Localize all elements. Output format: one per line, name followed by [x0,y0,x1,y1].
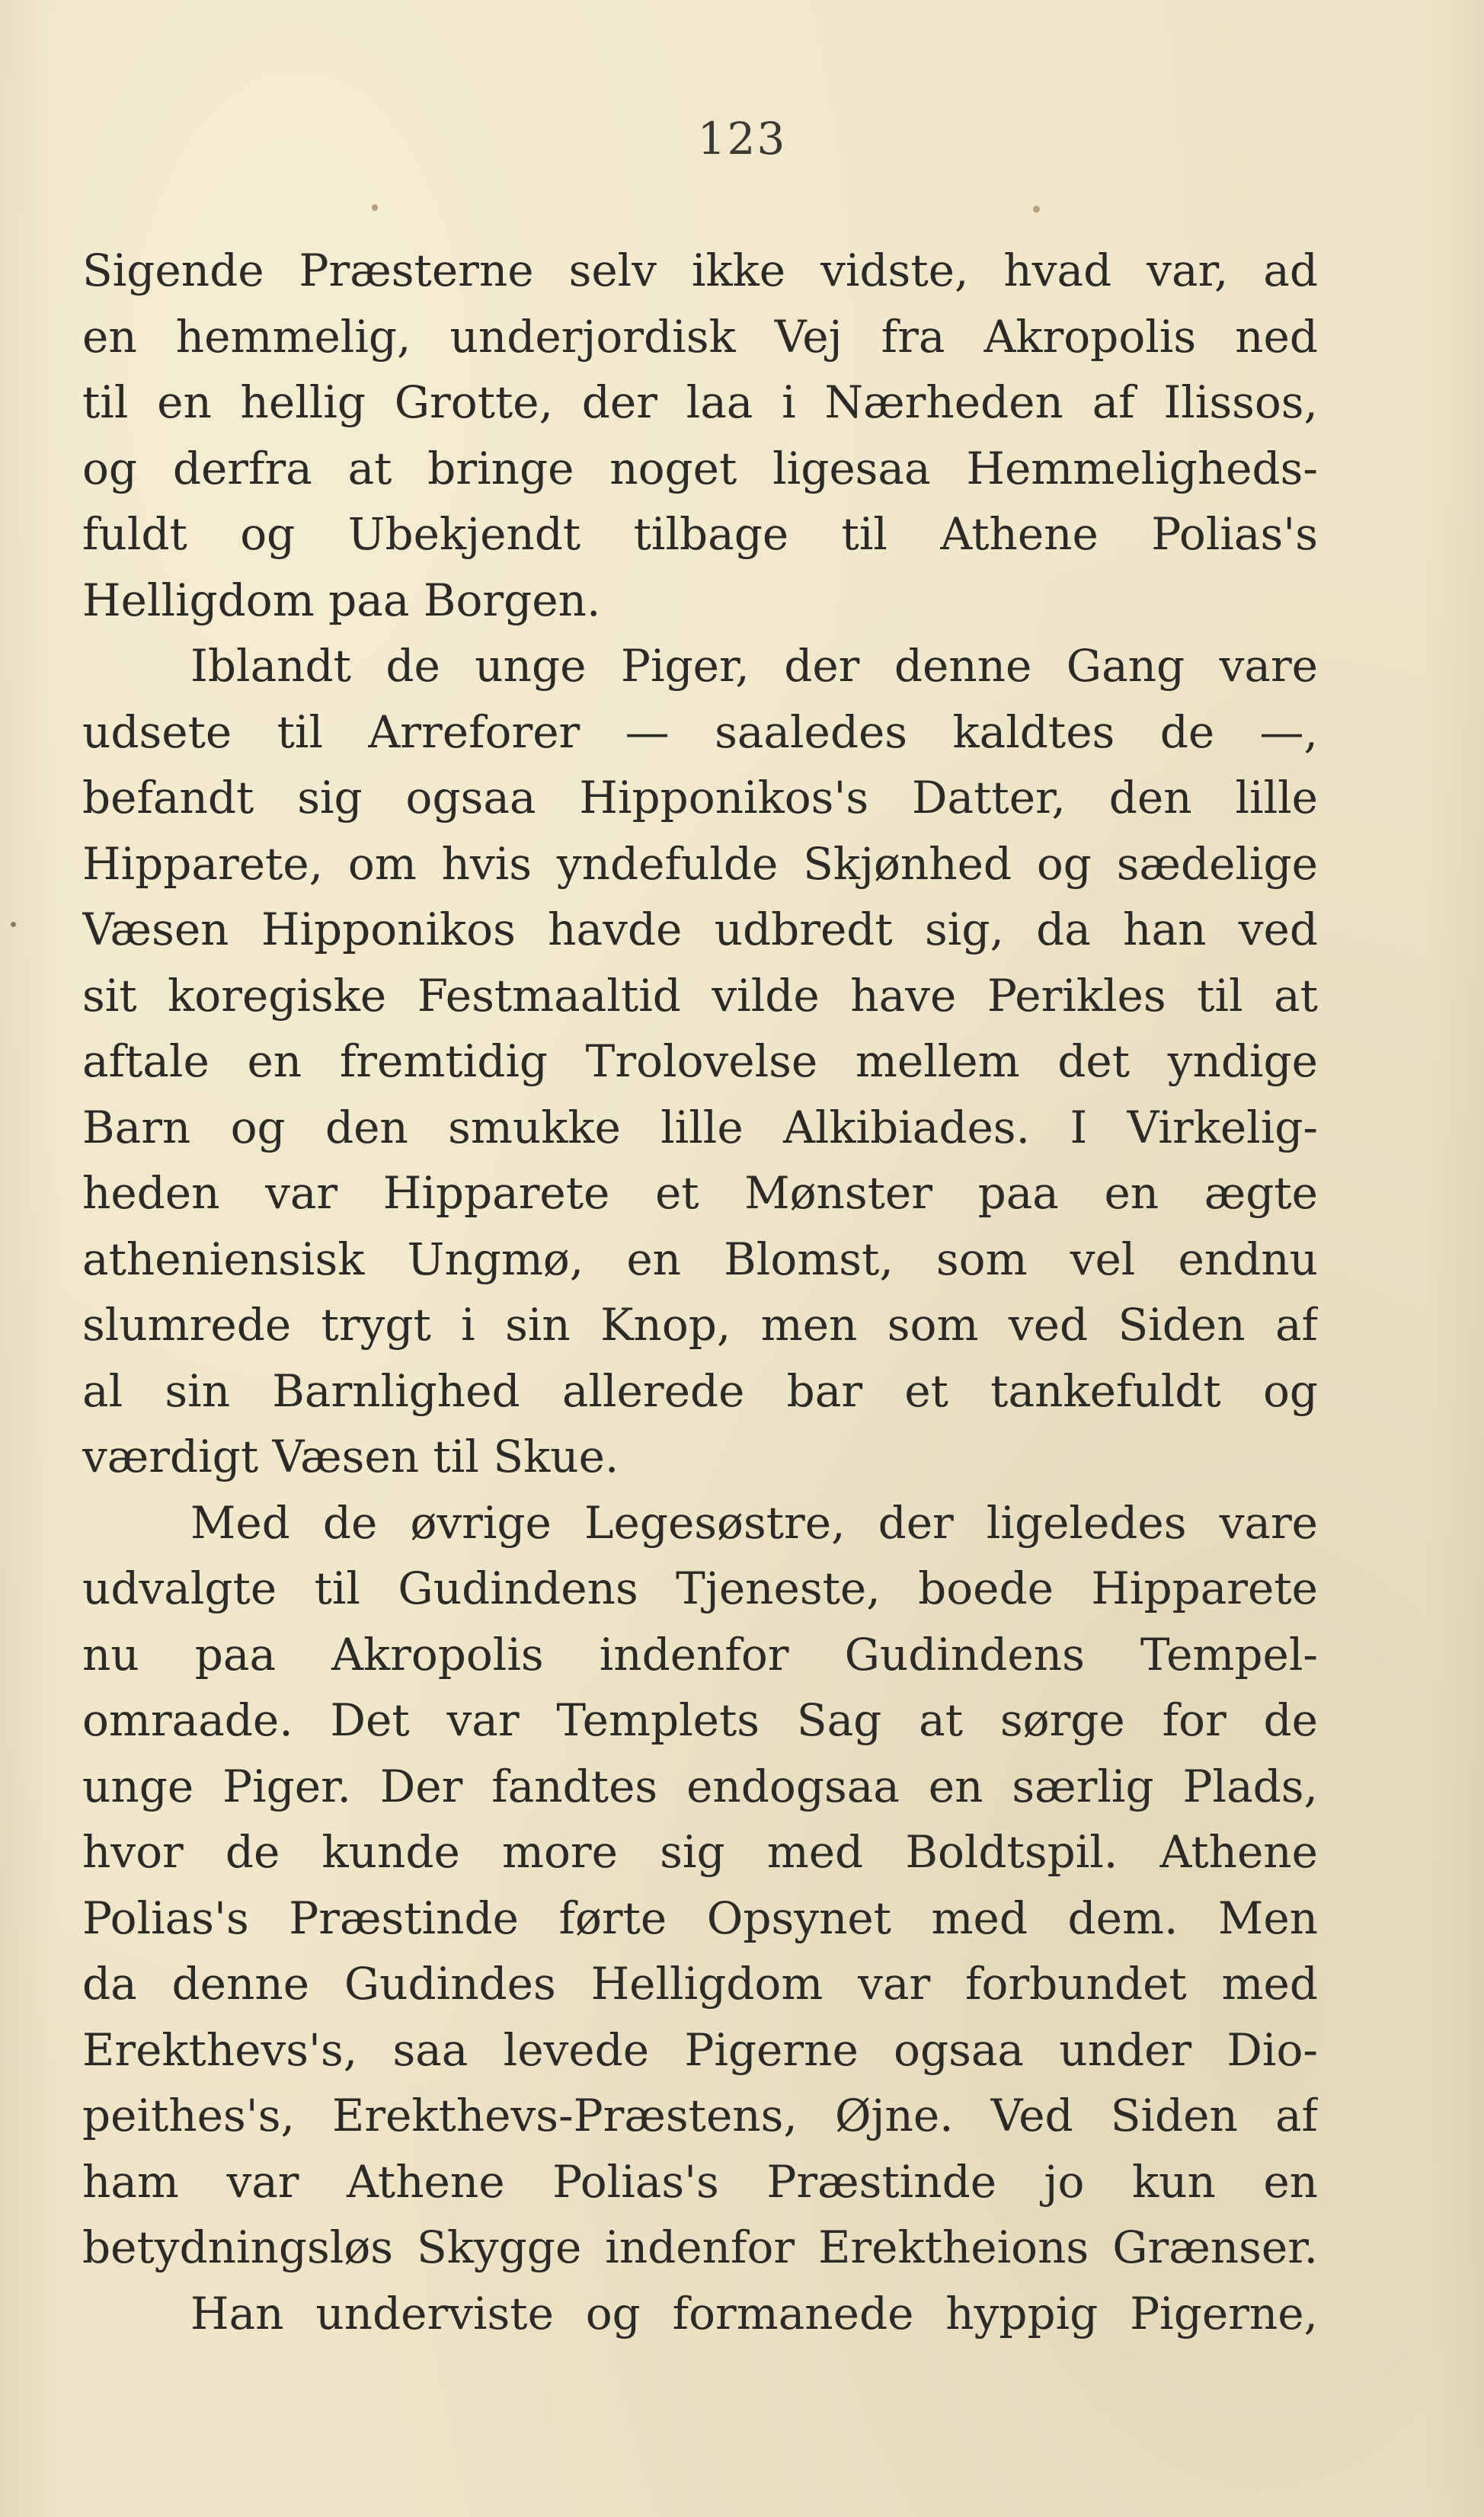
text-line: peithes's, Erekthevs-Præstens, Øjne. Ved Siden af [82,2090,1318,2141]
text-line: Hipparete, om hvis yndefulde Skjønhed og sædelige [82,837,1318,890]
text-line: udsete til Arreforer — saaledes kaldtes de —, [82,705,1318,758]
paper-speck [11,922,16,927]
text-line: heden var Hipparete et Mønster paa en ægte [82,1167,1318,1219]
text-line: Barn og den smukke lille Alkibiades. I Virkelig- [82,1101,1318,1153]
text-line: da denne Gudindes Helligdom var forbundet med [82,1958,1318,2010]
text-line: værdigt Væsen til Skue. [82,1431,619,1482]
text-line: aftale en fremtidig Trolovelse mellem det yndige [82,1035,1318,1087]
text-line: Iblandt de unge Piger, der denne Gang vare [190,640,1318,692]
text-line: sit koregiske Festmaaltid vilde have Perikles til at [82,969,1318,1022]
text-line: befandt sig ogsaa Hipponikos's Datter, den lille [82,772,1318,824]
text-line: en hemmelig, underjordisk Vej fra Akropolis ned [82,310,1318,363]
paper-speck [1033,206,1040,213]
text-line: Sigende Præsterne selv ikke vidste, hvad var, ad [82,245,1318,296]
text-line: Væsen Hipponikos havde udbredt sig, da han ved [82,903,1318,955]
text-line: Helligdom paa Borgen. [82,574,601,626]
text-line: unge Piger. Der fandtes endogsaa en særlig Plads, [82,1760,1318,1812]
text-line: betydningsløs Skygge indenfor Erektheions Grænser. [82,2221,1318,2273]
text-line: udvalgte til Gudindens Tjeneste, boede Hipparete [82,1562,1318,1614]
text-line: Han underviste og formanede hyppig Pigerne, [190,2287,1318,2339]
text-line: hvor de kunde more sig med Boldtspil. Athene [82,1826,1318,1878]
text-line: Med de øvrige Legesøstre, der ligeledes vare [190,1496,1318,1549]
paragraph [82,633,1318,1490]
text-line: fuldt og Ubekjendt tilbage til Athene Polias's [82,508,1318,560]
paper-speck [372,204,378,211]
text-line: slumrede trygt i sin Knop, men som ved Siden af [82,1299,1318,1351]
text-line: atheniensisk Ungmø, en Blomst, som vel endnu [82,1233,1318,1285]
text-line: Polias's Præstinde førte Opsynet med dem. Men [82,1892,1318,1944]
body-text [82,238,1318,2346]
paragraph [82,1490,1318,2281]
text-line: al sin Barnlighed allerede bar et tankefuldt og [82,1364,1318,1417]
paragraph [82,2281,1318,2347]
text-line: til en hellig Grotte, der laa i Nærheden af Ilissos, [82,376,1318,428]
text-line: ham var Athene Polias's Præstinde jo kun en [82,2155,1318,2208]
paragraph [82,238,1318,633]
text-line: og derfra at bringe noget ligesaa Hemmeligheds- [82,442,1318,494]
text-line: omraade. Det var Templets Sag at sørge for de [82,1694,1318,1746]
page-number: 123 [697,113,787,165]
text-line: Erekthevs's, saa levede Pigerne ogsaa under Dio- [82,2023,1318,2076]
text-line: nu paa Akropolis indenfor Gudindens Tempel- [82,1628,1318,1681]
